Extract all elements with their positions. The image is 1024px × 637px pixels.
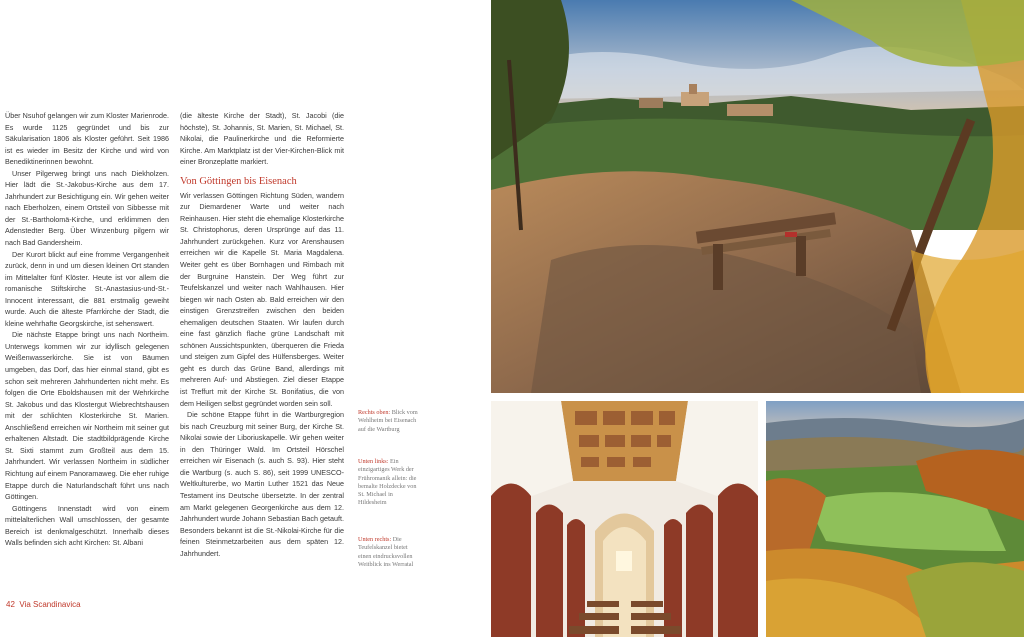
text-column-1: [5, 110, 169, 549]
caption-text: Blick vom Wehlheim bei Eisenach auf die Wartburg: [358, 409, 418, 433]
caption-text: Die Teufelskanzel bietet einen eindrucksvollen Weitblick ins Werratal: [358, 536, 414, 568]
paragraph: Die schöne Etappe führt in die Wartburgregion bis nach Creuzburg mit seiner Burg, der Kirche St. Nikolai sowie der Liboriuskapelle. Wir gehen weiter in den Thüringer Wald. Im Ortsteil Hörschel erreichen wir Eisenach (s. auch S. 93). Hier steht die Wartburg (s. auch S. 86), seit 1999 UNESCO-Weltkulturerbe, wo Martin Luther 1521 das Neue Testament ins Deutsche übersetzte. In der zentral am Markt gelegenen Georgenkirche aus dem 12. Jahrhundert wurde Johann Sebastian Bach getauft. Besonders bekannt ist die St.-Nikolai-Kirche für die feinen Steinmetzarbeiten aus dem späten 12. Jahrhundert.: [180, 410, 344, 558]
paragraph: Der Kurort blickt auf eine fromme Vergangenheit zurück, denn in und um diesen kleinen Ort standen im Mittelalter fünf Klöster. Heute ist vor allem die romanische Stiftskirche St.-Anastasius-und-St.-Innocent interessant, die 881 erstmalig geweiht wurde. Auch die älteste Pfarrkirche der Stadt, die kleine wehrhafte Georgskirche, ist sehenswert.: [5, 249, 169, 328]
paragraph: (die älteste Kirche der Stadt), St. Jacobi (die höchste), St. Johannis, St. Marien, St. Michael, St. Nikolai, die Paulinerkirche und die Reformierte Kirche. Am Marktplatz ist der Vier-Kirchen-Blick mit einer Bronzeplatte markiert.: [180, 111, 344, 167]
werra-valley-photo: [766, 401, 1024, 637]
paragraph: Unser Pilgerweg bringt uns nach Diekholzen. Hier lädt die St.-Jakobus-Kirche aus dem 17. Jahrhundert zur Besichtigung ein. Wir gehen weiter nach Eberholzen, einem Ortsteil von Sibbesse mit der St.-Bartholomä-Kirche, und erklimmen den Adenstedter Berg. Über Winzenburg pilgern wir nach Bad Gandersheim.: [5, 168, 169, 248]
text-column-2: [180, 110, 344, 559]
paragraph: Wir verlassen Göttingen Richtung Süden, wandern zur Diemardener Warte und weiter nach Reinhausen. Hier steht die ehemalige Klosterkirche St. Christophorus, deren Ursprünge auf das 11. Jahrhundert zurückgehen. Kurz vor Arenshausen erreichen wir die Kapelle St. Maria Magdalena. Weiter geht es über Bornhagen und Rimbach mit der Burgruine Hanstein. Der Weg führt zur Teufelskanzel und weiter nach Wahlhausen. Hier biegen wir nach Osten ab. Bald erreichen wir den einstigen Grenzstreifen zwischen den beiden ehemaligen deutschen Staaten. Wir laufen durch eine fast gänzlich flache grüne Landschaft mit schönen Aussichtspunkten, überqueren die Frieda und steigen zum Gipfel des Hülfensberges. Weiter geht es durch das Grüne Band, allerdings mit mehreren Auf- und Abstiegen. Ziel dieser Etappe ist Treffurt mit der Kirche St. Bonifatius, die von dem Heiligen selbst gegründet worden sein soll.: [180, 190, 344, 408]
page-number: 42: [6, 600, 15, 609]
running-section: Via Scandinavica: [19, 600, 81, 609]
paragraph: Die nächste Etappe bringt uns nach Northeim. Unterwegs kommen wir zur idyllisch gelegenen Weißenwasserkirche. Sie ist von Bäumen umgeben, das Dorf, das hier einmal stand, gibt es schon seit mehreren Jahrhunderten nicht mehr. Es folgen die Orte Eboldshausen mit der Wehrkirche St. Jakobus und das Klostergut Wiebrechtshausen mit der schlichten Klosterkirche St. Marien. Anschließend erreichen wir Northeim mit seiner gut erhaltenen Altstadt. Die stadtbildprägende Kirche St. Sixti stammt zum Großteil aus dem 15. Jahrhundert. Wir verlassen Northeim in südlicher Richtung auf einem Panoramaweg. Die eher ruhige Etappe durch die Naturlandschaft führt uns nach Göttingen.: [5, 330, 169, 502]
caption-text: Ein einzigartiges Werk der Frühromanik allein: die bemalte Holzdecke von St. Michael in Hildesheim: [358, 458, 417, 507]
caption-label: Unten rechts:: [358, 536, 392, 543]
caption-label: Rechts oben:: [358, 409, 391, 416]
section-heading: Von Göttingen bis Eisenach: [180, 175, 297, 187]
page-folio: [6, 600, 81, 609]
photo-caption: [358, 458, 422, 508]
church-nave-photo: [491, 401, 758, 637]
photo-caption: [358, 409, 422, 434]
wartburg-view-photo: [491, 0, 1024, 393]
paragraph: Göttingens Innenstadt wird von einem mittelalterlichen Wall umschlossen, der gesamte Bereich ist denkmalgeschützt. Innerhalb dieses Walls befinden sich acht Kirchen: St. Albani: [5, 503, 169, 548]
caption-label: Unten links:: [358, 458, 389, 465]
photo-caption: [358, 536, 422, 569]
paragraph: Über Nsuhof gelangen wir zum Kloster Marienrode. Es wurde 1125 gegründet und bis zur Säkularisation 1806 als Kloster geführt. Seit 1986 ist es wieder im Besitz der Kirche und wird von Benediktinerinnen bewohnt.: [5, 111, 169, 167]
